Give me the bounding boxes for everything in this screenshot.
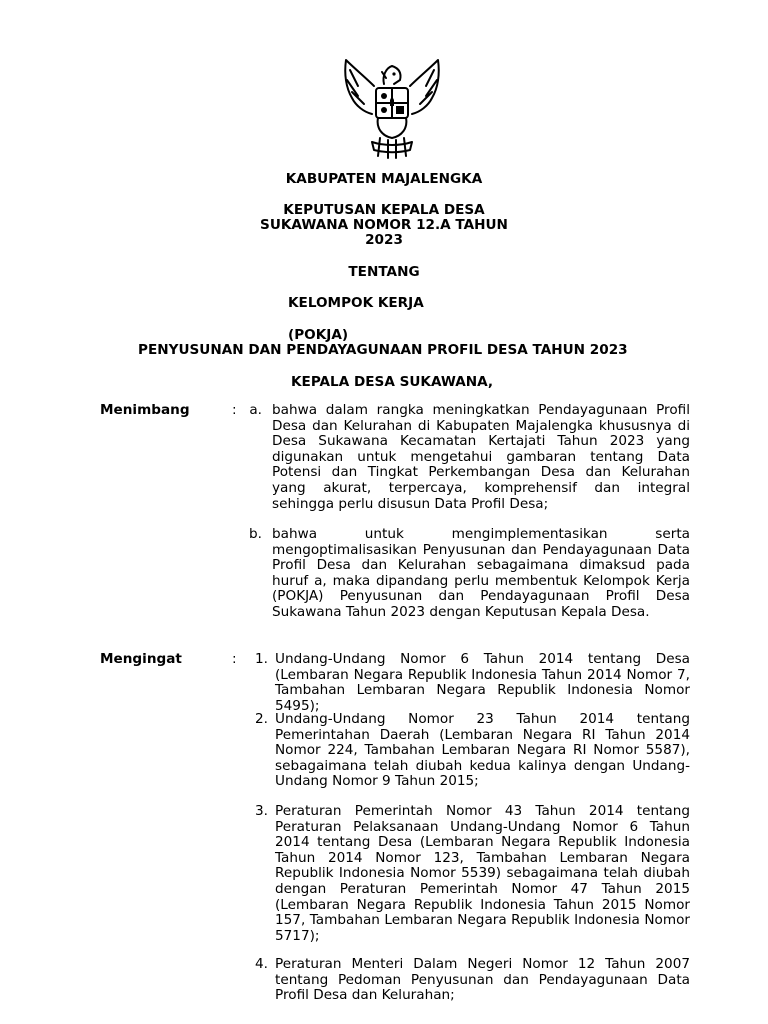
remembering-item-1: Undang-Undang Nomor 6 Tahun 2014 tentang Desa (Lembaran Negara Republik Indonesia Tahun 2014 Nomor 7, Tambahan Lembaran Negara Republik Indonesia Nomor 5495); bbox=[275, 651, 690, 714]
remembering-colon: : bbox=[232, 651, 237, 667]
considering-colon: : bbox=[232, 402, 237, 418]
remembering-label: Mengingat bbox=[100, 651, 182, 667]
remembering-item-4: Peraturan Menteri Dalam Negeri Nomor 12 Tahun 2007 tentang Pedoman Penyusunan dan Pendayagunaan Data Profil Desa dan Kelurahan; bbox=[275, 956, 690, 1004]
remembering-marker-3: 3. bbox=[255, 803, 268, 819]
decree-title-line-1: KEPUTUSAN KEPALA DESA bbox=[283, 202, 485, 218]
considering-label: Menimbang bbox=[100, 402, 190, 418]
considering-marker-a: a. bbox=[249, 402, 262, 418]
subject-line-1: KELOMPOK KERJA bbox=[288, 295, 424, 311]
regency-name: KABUPATEN MAJALENGKA bbox=[285, 171, 483, 187]
official-title: KEPALA DESA SUKAWANA, bbox=[291, 374, 494, 390]
remembering-item-3: Peraturan Pemerintah Nomor 43 Tahun 2014 tentang Peraturan Pelaksanaan Undang-Undang Nomor 6 Tahun 2014 tentang Desa (Lembaran Negara Republik Indonesia Tahun 2014 Nomor 123, Tambahan Lembaran Negara Republik Indonesia Nomor 5539) sebagaimana telah diubah dengan Peraturan Pemerintah Nomor 47 Tahun 2015 (Lembaran Negara Republik Indonesia Tahun 2015 Nomor 157, Tambahan Lembaran Negara Republik Indonesia Nomor 5717); bbox=[275, 803, 690, 944]
about-heading: TENTANG bbox=[348, 264, 420, 280]
decree-title-line-3: 2023 bbox=[365, 232, 403, 248]
remembering-marker-2: 2. bbox=[255, 711, 268, 727]
remembering-marker-1: 1. bbox=[255, 651, 268, 667]
remembering-marker-4: 4. bbox=[255, 956, 268, 972]
garuda-pancasila-icon bbox=[336, 56, 448, 162]
remembering-item-2: Undang-Undang Nomor 23 Tahun 2014 tentang Pemerintahan Daerah (Lembaran Negara RI Tahun 2014 Nomor 224, Tambahan Lembaran Negara RI Nomor 5587), sebagaimana telah diubah kedua kalinya dengan Undang- Undang Nomor 9 Tahun 2015; bbox=[275, 711, 690, 790]
considering-item-a: bahwa dalam rangka meningkatkan Pendayagunaan Profil Desa dan Kelurahan di Kabupaten Majalengka khususnya di Desa Sukawana Kecamatan Kertajati Tahun 2023 yang digunakan untuk mengetahui gambaran tentang Data Potensi dan Tingkat Perkembangan Desa dan Kelurahan yang akurat, terpercaya, komprehensif dan integral sehingga perlu disusun Data Profil Desa; bbox=[272, 402, 690, 512]
considering-item-b: bahwa untuk mengimplementasikan serta mengoptimalisasikan Penyusunan dan Pendayagunaan Data Profil Desa dan Kelurahan sebagaimana dimaksud pada huruf a, maka dipandang perlu membentuk Kelompok Kerja (POKJA) Penyusunan dan Pendayagunaan Profil Desa Sukawana Tahun 2023 dengan Keputusan Kepala Desa. bbox=[272, 526, 690, 620]
subject-line-2: (POKJA) bbox=[288, 327, 349, 343]
decree-title-line-2: SUKAWANA NOMOR 12.A TAHUN bbox=[260, 217, 508, 233]
subject-line-3: PENYUSUNAN DAN PENDAYAGUNAAN PROFIL DESA TAHUN 2023 bbox=[138, 342, 628, 358]
considering-marker-b: b. bbox=[249, 526, 262, 542]
